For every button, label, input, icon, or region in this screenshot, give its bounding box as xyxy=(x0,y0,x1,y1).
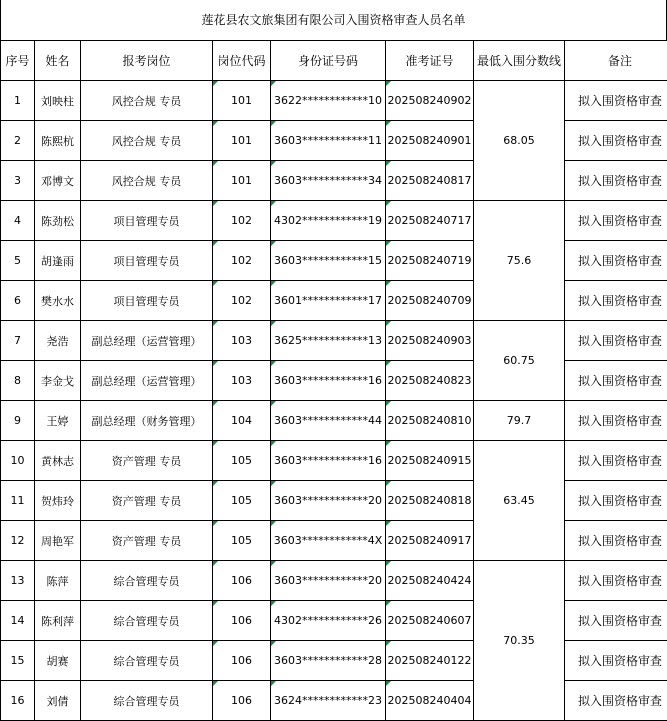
cell-note[interactable]: 拟入围资格审查 xyxy=(565,641,667,681)
table-body xyxy=(1,81,667,721)
cell-post[interactable]: 项目管理专员 xyxy=(81,201,213,241)
cell-seq[interactable]: 5 xyxy=(1,241,35,281)
cell-exam-number[interactable]: 202508240901 xyxy=(386,121,474,161)
cell-exam-number[interactable]: 202508240810 xyxy=(386,401,474,441)
cell-note[interactable]: 拟入围资格审查 xyxy=(565,441,667,481)
table-row xyxy=(1,681,667,721)
cell-id-number[interactable]: 3603************44 xyxy=(271,401,386,441)
cell-note[interactable]: 拟入围资格审查 xyxy=(565,601,667,641)
cell-note[interactable]: 拟入围资格审查 xyxy=(565,201,667,241)
cell-post-code[interactable]: 105 xyxy=(213,521,271,561)
cell-id-number[interactable]: 3603************16 xyxy=(271,361,386,401)
table-row xyxy=(1,401,667,441)
cell-post-code[interactable]: 101 xyxy=(213,81,271,121)
cell-exam-number[interactable]: 202508240817 xyxy=(386,161,474,201)
cell-note[interactable]: 拟入围资格审查 xyxy=(565,121,667,161)
cell-id-number[interactable]: 4302************26 xyxy=(271,601,386,641)
cell-id-number[interactable]: 3603************15 xyxy=(271,241,386,281)
cell-name[interactable]: 陈萍 xyxy=(35,561,81,601)
header-row xyxy=(1,41,667,81)
cell-name[interactable]: 胡逢雨 xyxy=(35,241,81,281)
cell-seq[interactable]: 8 xyxy=(1,361,35,401)
cell-seq[interactable]: 14 xyxy=(1,601,35,641)
cell-seq[interactable]: 6 xyxy=(1,281,35,321)
cell-id-number[interactable]: 3624************23 xyxy=(271,681,386,721)
cell-seq[interactable]: 4 xyxy=(1,201,35,241)
cell-post[interactable]: 风控合规 专员 xyxy=(81,121,213,161)
cell-id-number[interactable]: 3603************11 xyxy=(271,121,386,161)
cell-post-code[interactable]: 103 xyxy=(213,361,271,401)
cell-exam-number[interactable]: 202508240709 xyxy=(386,281,474,321)
cell-seq[interactable]: 1 xyxy=(1,81,35,121)
table-row xyxy=(1,241,667,281)
cell-post-code[interactable]: 106 xyxy=(213,601,271,641)
cell-post-code[interactable]: 104 xyxy=(213,401,271,441)
cell-name[interactable]: 贺炜玲 xyxy=(35,481,81,521)
cell-post-code[interactable]: 102 xyxy=(213,201,271,241)
cell-note[interactable]: 拟入围资格审查 xyxy=(565,401,667,441)
sheet-title: 莲花县农文旅集团有限公司入围资格审查人员名单 xyxy=(0,0,667,40)
cell-post-code[interactable]: 105 xyxy=(213,441,271,481)
cell-note[interactable]: 拟入围资格审查 xyxy=(565,681,667,721)
cell-post-code[interactable]: 101 xyxy=(213,161,271,201)
cell-id-number[interactable]: 4302************19 xyxy=(271,201,386,241)
cell-name[interactable]: 邓博文 xyxy=(35,161,81,201)
cell-name[interactable]: 尧浩 xyxy=(35,321,81,361)
cell-seq[interactable]: 13 xyxy=(1,561,35,601)
cell-note[interactable]: 拟入围资格审查 xyxy=(565,241,667,281)
table-row xyxy=(1,521,667,561)
cell-seq[interactable]: 9 xyxy=(1,401,35,441)
cell-note[interactable]: 拟入围资格审查 xyxy=(565,521,667,561)
cell-post[interactable]: 资产管理 专员 xyxy=(81,441,213,481)
cell-min-score[interactable]: 75.6 xyxy=(474,201,565,321)
cell-id-number[interactable]: 3622************10 xyxy=(271,81,386,121)
cell-name[interactable]: 刘倩 xyxy=(35,681,81,721)
table-row xyxy=(1,281,667,321)
cell-exam-number[interactable]: 202508240404 xyxy=(386,681,474,721)
cell-seq[interactable]: 10 xyxy=(1,441,35,481)
cell-seq[interactable]: 7 xyxy=(1,321,35,361)
table-row xyxy=(1,321,667,361)
cell-exam-number[interactable]: 202508240903 xyxy=(386,321,474,361)
cell-note[interactable]: 拟入围资格审查 xyxy=(565,361,667,401)
cell-post-code[interactable]: 105 xyxy=(213,481,271,521)
header-min-score[interactable]: 最低入围分数线 xyxy=(474,41,565,81)
cell-post-code[interactable]: 106 xyxy=(213,561,271,601)
cell-id-number[interactable]: 3603************4X xyxy=(271,521,386,561)
cell-id-number[interactable]: 3603************28 xyxy=(271,641,386,681)
cell-post[interactable]: 综合管理专员 xyxy=(81,681,213,721)
table-row xyxy=(1,201,667,241)
cell-name[interactable]: 周艳军 xyxy=(35,521,81,561)
table-row xyxy=(1,641,667,681)
cell-post-code[interactable]: 102 xyxy=(213,241,271,281)
cell-min-score[interactable]: 70.35 xyxy=(474,561,565,721)
cell-id-number[interactable]: 3625************13 xyxy=(271,321,386,361)
table-row xyxy=(1,121,667,161)
cell-id-number[interactable]: 3603************16 xyxy=(271,441,386,481)
cell-exam-number[interactable]: 202508240122 xyxy=(386,641,474,681)
header-seq[interactable]: 序号 xyxy=(1,41,35,81)
cell-exam-number[interactable]: 202508240717 xyxy=(386,201,474,241)
cell-name[interactable]: 陈利萍 xyxy=(35,601,81,641)
header-note[interactable]: 备注 xyxy=(565,41,667,81)
table-row xyxy=(1,441,667,481)
table-row xyxy=(1,561,667,601)
header-name[interactable]: 姓名 xyxy=(35,41,81,81)
cell-min-score[interactable]: 60.75 xyxy=(474,321,565,401)
cell-post[interactable]: 项目管理专员 xyxy=(81,281,213,321)
cell-post[interactable]: 综合管理专员 xyxy=(81,561,213,601)
cell-id-number[interactable]: 3603************20 xyxy=(271,561,386,601)
table-row xyxy=(1,161,667,201)
cell-post[interactable]: 资产管理 专员 xyxy=(81,481,213,521)
header-exam-number[interactable]: 准考证号 xyxy=(386,41,474,81)
cell-note[interactable]: 拟入围资格审查 xyxy=(565,161,667,201)
header-post[interactable]: 报考岗位 xyxy=(81,41,213,81)
cell-exam-number[interactable]: 202508240818 xyxy=(386,481,474,521)
cell-seq[interactable]: 12 xyxy=(1,521,35,561)
table-row xyxy=(1,601,667,641)
cell-post[interactable]: 风控合规 专员 xyxy=(81,161,213,201)
cell-seq[interactable]: 2 xyxy=(1,121,35,161)
table-row xyxy=(1,481,667,521)
cell-post[interactable]: 项目管理专员 xyxy=(81,241,213,281)
cell-note[interactable]: 拟入围资格审查 xyxy=(565,321,667,361)
header-post-code[interactable]: 岗位代码 xyxy=(213,41,271,81)
cell-exam-number[interactable]: 202508240607 xyxy=(386,601,474,641)
cell-min-score[interactable]: 63.45 xyxy=(474,441,565,561)
cell-post[interactable]: 副总经理（运营管理） xyxy=(81,361,213,401)
cell-post[interactable]: 副总经理（运营管理） xyxy=(81,321,213,361)
candidate-table xyxy=(0,40,667,721)
table-row xyxy=(1,361,667,401)
cell-post[interactable]: 综合管理专员 xyxy=(81,641,213,681)
cell-seq[interactable]: 3 xyxy=(1,161,35,201)
cell-name[interactable]: 黄林志 xyxy=(35,441,81,481)
cell-post-code[interactable]: 106 xyxy=(213,641,271,681)
cell-name[interactable]: 樊水水 xyxy=(35,281,81,321)
cell-name[interactable]: 李金戈 xyxy=(35,361,81,401)
cell-post[interactable]: 综合管理专员 xyxy=(81,601,213,641)
cell-post[interactable]: 风控合规 专员 xyxy=(81,81,213,121)
cell-seq[interactable]: 15 xyxy=(1,641,35,681)
cell-exam-number[interactable]: 202508240915 xyxy=(386,441,474,481)
cell-name[interactable]: 陈劲松 xyxy=(35,201,81,241)
cell-note[interactable]: 拟入围资格审查 xyxy=(565,481,667,521)
cell-exam-number[interactable]: 202508240902 xyxy=(386,81,474,121)
cell-exam-number[interactable]: 202508240719 xyxy=(386,241,474,281)
cell-min-score[interactable]: 79.7 xyxy=(474,401,565,441)
cell-seq[interactable]: 11 xyxy=(1,481,35,521)
cell-id-number[interactable]: 3603************20 xyxy=(271,481,386,521)
header-id-number[interactable]: 身份证号码 xyxy=(271,41,386,81)
cell-min-score[interactable]: 68.05 xyxy=(474,81,565,201)
cell-post[interactable]: 资产管理 专员 xyxy=(81,521,213,561)
cell-exam-number[interactable]: 202508240917 xyxy=(386,521,474,561)
cell-name[interactable]: 胡赛 xyxy=(35,641,81,681)
cell-post-code[interactable]: 101 xyxy=(213,121,271,161)
cell-name[interactable]: 陈熙杭 xyxy=(35,121,81,161)
cell-id-number[interactable]: 3603************34 xyxy=(271,161,386,201)
cell-id-number[interactable]: 3601************17 xyxy=(271,281,386,321)
cell-note[interactable]: 拟入围资格审查 xyxy=(565,81,667,121)
cell-note[interactable]: 拟入围资格审查 xyxy=(565,281,667,321)
cell-name[interactable]: 刘映柱 xyxy=(35,81,81,121)
cell-post-code[interactable]: 102 xyxy=(213,281,271,321)
cell-seq[interactable]: 16 xyxy=(1,681,35,721)
cell-note[interactable]: 拟入围资格审查 xyxy=(565,561,667,601)
cell-post-code[interactable]: 103 xyxy=(213,321,271,361)
cell-name[interactable]: 王婷 xyxy=(35,401,81,441)
cell-post-code[interactable]: 106 xyxy=(213,681,271,721)
cell-exam-number[interactable]: 202508240823 xyxy=(386,361,474,401)
cell-post[interactable]: 副总经理（财务管理） xyxy=(81,401,213,441)
table-row xyxy=(1,81,667,121)
cell-exam-number[interactable]: 202508240424 xyxy=(386,561,474,601)
